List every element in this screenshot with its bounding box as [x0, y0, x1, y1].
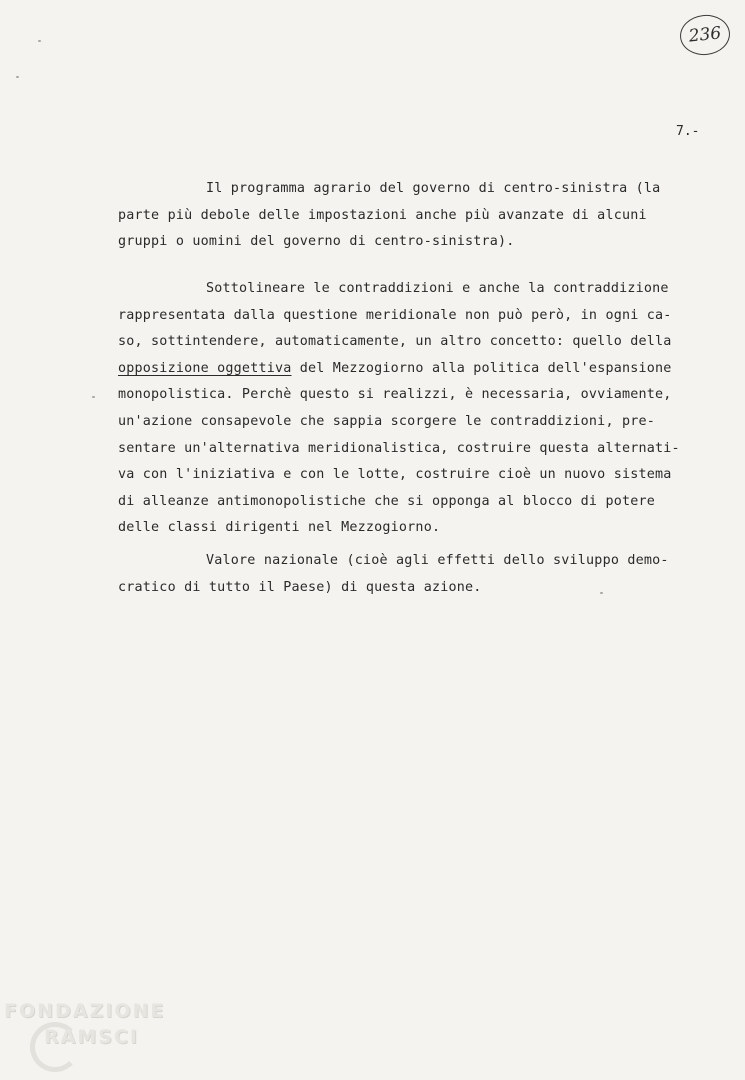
text-line: sentare un'alternativa meridionalistica, costruire questa alternati- — [118, 440, 680, 456]
text-line: gruppi o uomini del governo di centro-sinistra). — [118, 234, 515, 250]
text-line — [118, 356, 728, 383]
text-line: monopolistica. Perchè questo si realizzi, è necessaria, ovviamente, — [118, 387, 672, 403]
fondazione-gramsci-watermark — [4, 998, 204, 1072]
text-line: Il programma agrario del governo di centro-sinistra (la — [206, 181, 661, 196]
text-line: va con l'iniziativa e con le lotte, costruire cioè un nuovo sistema — [118, 467, 672, 483]
text-line: so, sottintendere, automaticamente, un altro concetto: quello della — [118, 334, 672, 350]
paper-speck — [16, 76, 19, 78]
paragraph-1 — [118, 176, 728, 256]
text-line: un'azione consapevole che sappia scorgere le contraddizioni, pre- — [118, 413, 656, 429]
underlined-phrase: opposizione oggettiva — [118, 360, 292, 376]
page-number: 7.- — [676, 124, 700, 139]
line-continuation: del Mezzogiorno alla politica dell'espansione — [291, 360, 672, 376]
text-line: Sottolineare le contraddizioni e anche la contraddizione — [206, 281, 669, 296]
archive-page-stamp: 236 — [678, 12, 732, 57]
text-line: delle classi dirigenti nel Mezzogiorno. — [118, 520, 441, 536]
paper-speck — [92, 396, 95, 398]
watermark-line-1: FONDAZIONE — [4, 1000, 166, 1022]
text-line: rappresentata dalla questione meridionale non può però, in ogni ca- — [118, 307, 672, 323]
paper-speck — [600, 592, 603, 594]
text-line: parte più debole delle impostazioni anche più avanzate di alcuni — [118, 207, 647, 223]
text-line: di alleanze antimonopolistiche che si opponga al blocco di potere — [118, 493, 656, 509]
text-line: Valore nazionale (cioè agli effetti dello sviluppo demo- — [206, 553, 669, 568]
paper-speck — [38, 40, 41, 42]
text-line: cratico di tutto il Paese) di questa azione. — [118, 579, 482, 595]
watermark-line-2: RAMSCI — [44, 1026, 139, 1048]
paragraph-2 — [118, 276, 728, 542]
paragraph-3 — [118, 548, 728, 601]
